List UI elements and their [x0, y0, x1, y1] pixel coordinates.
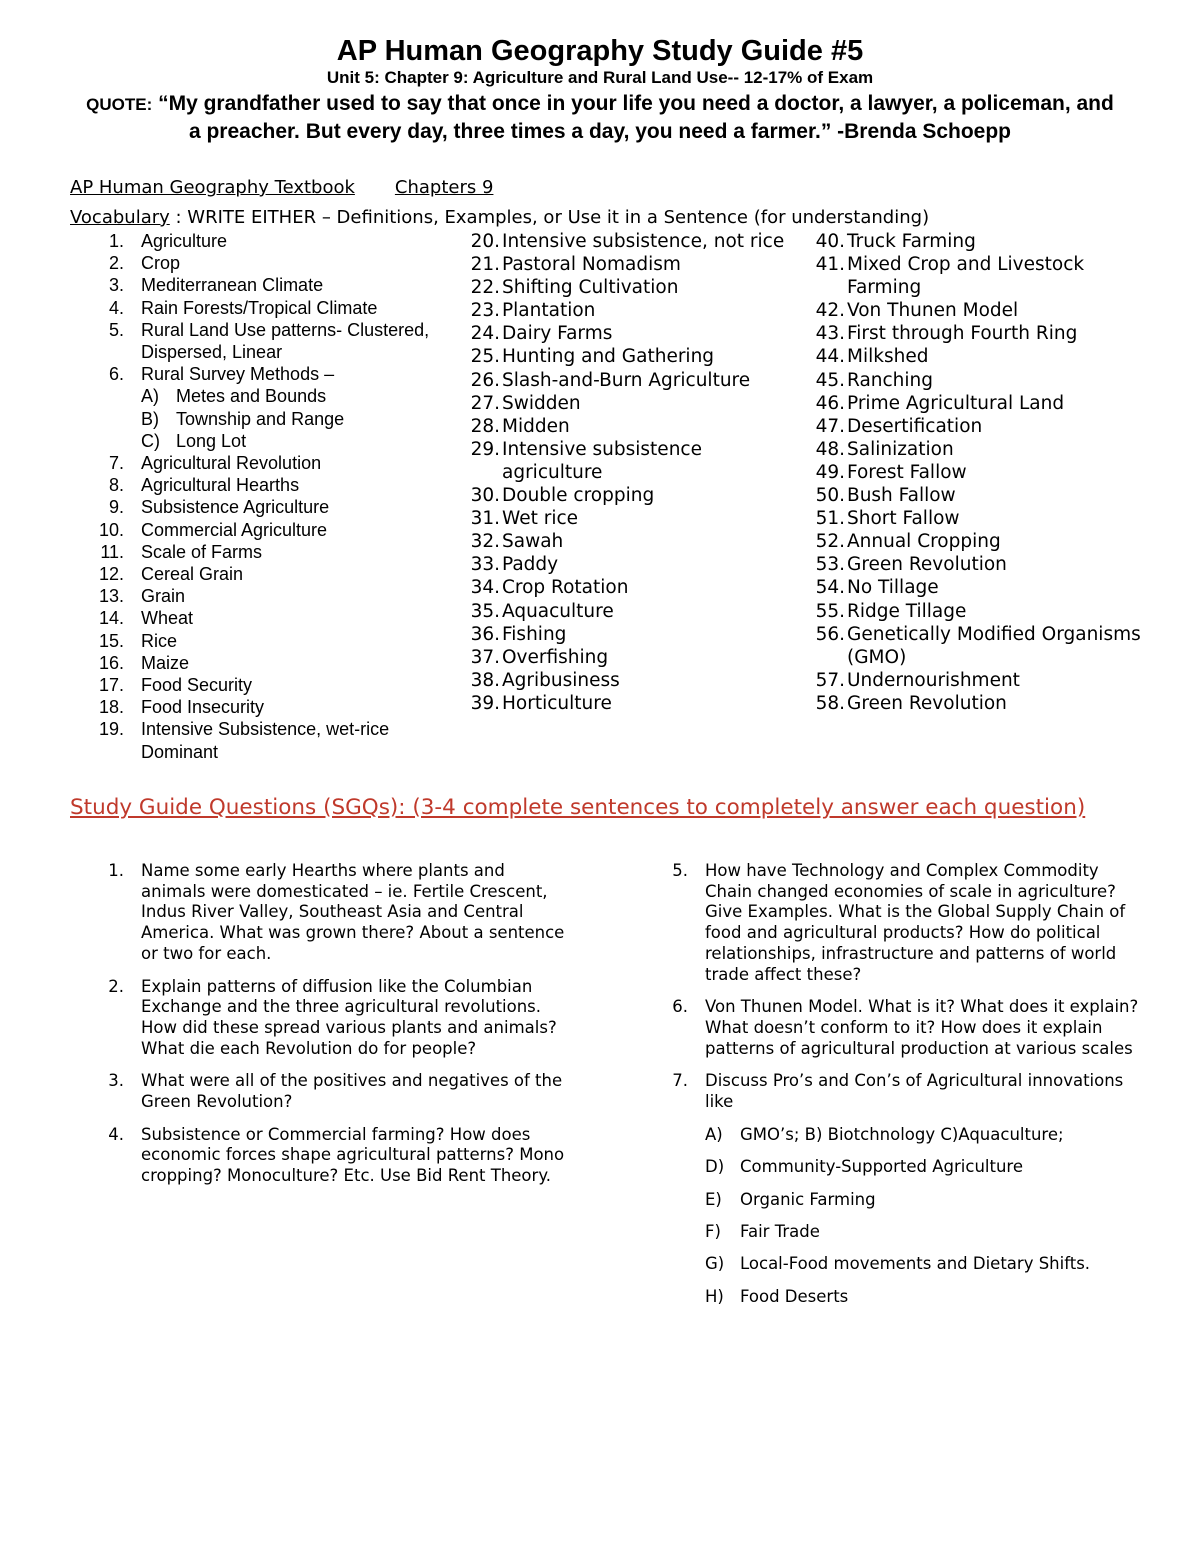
item-number: 58. [815, 692, 845, 714]
item-number: 3. [108, 1071, 124, 1091]
item-number: 4. [108, 1124, 124, 1144]
item-text: Desertification [847, 415, 983, 437]
item-number: 38. [470, 669, 500, 691]
item-number: 45. [815, 369, 845, 391]
item-text: Von Thunen Model [847, 300, 1019, 322]
item-number: F) [705, 1221, 721, 1241]
item-number: 25. [470, 346, 500, 368]
list-item [811, 299, 1151, 322]
item-text: Crop [141, 253, 181, 274]
item-text: Hunting and Gathering [502, 346, 715, 368]
list-item [811, 461, 1151, 484]
item-number: 22. [470, 277, 500, 299]
list-item [466, 530, 786, 553]
list-item [70, 607, 440, 629]
item-number: 36. [470, 623, 500, 645]
list-item [811, 600, 1151, 623]
item-text: Rural Survey Methods – [141, 364, 335, 385]
item-text: Organic Farming [740, 1189, 876, 1209]
item-number: 40. [815, 231, 845, 252]
item-text: Wet rice [502, 508, 579, 530]
list-item [466, 392, 786, 415]
list-item [634, 1190, 1144, 1211]
item-text: Fair Trade [740, 1221, 820, 1241]
vocabulary-column-1 [70, 230, 440, 763]
list-item [70, 861, 570, 965]
item-number: 13. [98, 586, 124, 607]
item-number: 17. [98, 675, 124, 696]
item-text: Discuss Pro’s and Con’s of Agricultural innovations like [705, 1071, 1124, 1112]
item-text: First through Fourth Ring [847, 323, 1078, 345]
item-text: Long Lot [176, 430, 247, 451]
item-text: Forest Fallow [847, 461, 967, 483]
list-item [811, 669, 1151, 692]
item-number: C) [141, 430, 160, 451]
item-number: 32. [470, 531, 500, 553]
item-text: Green Revolution [847, 554, 1007, 576]
item-text: Intensive Subsistence, wet-rice Dominant [141, 719, 390, 762]
list-item [466, 600, 786, 623]
item-text: Bush Fallow [847, 485, 956, 507]
item-number: 1. [108, 861, 124, 880]
item-text: No Tillage [847, 577, 939, 599]
list-item [811, 692, 1151, 715]
list-item [466, 345, 786, 368]
list-item [811, 576, 1151, 599]
item-number: 29. [470, 438, 500, 460]
list-item [70, 297, 440, 319]
list-item [466, 623, 786, 646]
list-item [811, 507, 1151, 530]
item-number: 11. [100, 541, 124, 562]
item-text: Genetically Modified Organisms (GMO) [847, 623, 1141, 668]
item-number: 5. [108, 319, 124, 340]
item-text: Agribusiness [502, 669, 620, 691]
list-item [466, 553, 786, 576]
list-item [70, 230, 440, 252]
item-number: 46. [815, 392, 845, 414]
item-text: Commercial Agriculture [141, 519, 328, 540]
list-item [466, 438, 786, 484]
item-number: B) [141, 408, 159, 429]
item-text: Overfishing [502, 646, 609, 668]
item-text: Metes and Bounds [176, 386, 327, 407]
item-text: Fishing [502, 623, 567, 645]
vocabulary-column-2 [466, 230, 786, 715]
item-number: 1. [108, 231, 124, 251]
item-text: Explain patterns of diffusion like the Columbian Exchange and the three agricultural revolutions. How did these spread various plants and animals? What die each Revolution do for people? [141, 976, 557, 1058]
document-title: AP Human Geography Study Guide #5 [336, 35, 864, 67]
textbook-label: AP Human Geography Textbook [70, 177, 355, 198]
item-text: Shifting Cultivation [502, 277, 679, 299]
list-item [466, 646, 786, 669]
list-item [70, 674, 440, 696]
item-text: Ranching [847, 369, 934, 391]
item-text: Sawah [502, 531, 564, 553]
item-text: Von Thunen Model. What is it? What does it explain? What doesn’t conform to it? How does it explain patterns of agricultural production at various scales [705, 997, 1139, 1058]
item-number: 57. [815, 669, 845, 691]
list-item [466, 322, 786, 345]
list-item [466, 299, 786, 322]
item-number: 14. [98, 608, 124, 629]
vocabulary-label: Vocabulary [70, 207, 170, 228]
item-text: Food Insecurity [141, 697, 265, 718]
item-text: Undernourishment [847, 669, 1020, 691]
item-text: Agricultural Revolution [141, 453, 322, 474]
list-item [811, 623, 1151, 669]
item-number: 15. [98, 630, 124, 651]
item-number: E) [705, 1189, 722, 1209]
item-number: 51. [815, 508, 845, 530]
item-number: 7. [108, 453, 124, 474]
item-text: Mixed Crop and Livestock Farming [847, 254, 1085, 299]
item-number: 19. [98, 719, 124, 740]
item-text: Prime Agricultural Land [847, 392, 1065, 414]
list-item [70, 1071, 570, 1112]
sgq-questions-right [634, 861, 1144, 1319]
item-text: Community-Supported Agriculture [740, 1157, 1023, 1177]
list-item [70, 1125, 570, 1187]
item-number: G) [705, 1254, 725, 1274]
item-number: 9. [108, 497, 124, 518]
item-text: Double cropping [502, 485, 655, 507]
item-text: Salinization [847, 438, 954, 460]
item-number: 42. [815, 300, 845, 322]
item-number: 37. [470, 646, 500, 668]
list-item [811, 322, 1151, 345]
item-text: Food Deserts [740, 1286, 849, 1306]
item-text: Annual Cropping [847, 531, 1001, 553]
item-number: 18. [98, 697, 124, 718]
item-number: 23. [470, 300, 500, 322]
list-item [70, 408, 440, 430]
list-item [811, 345, 1151, 368]
item-number: 31. [470, 508, 500, 530]
item-text: Paddy [502, 554, 559, 576]
item-text: Midden [502, 415, 570, 437]
list-item [811, 253, 1151, 299]
unit-subtitle: Unit 5: Chapter 9: Agriculture and Rural Land Use-- 12-17% of Exam [326, 68, 874, 87]
item-number: 55. [815, 600, 845, 622]
item-number: 35. [470, 600, 500, 622]
list-item [634, 1222, 1144, 1243]
item-number: 7. [672, 1071, 688, 1091]
item-number: 44. [815, 346, 845, 368]
list-item [811, 415, 1151, 438]
list-item [70, 274, 440, 296]
item-text: GMO’s; B) Biotchnology C)Aquaculture; [740, 1124, 1064, 1144]
item-text: Agricultural Hearths [141, 475, 300, 496]
list-item [70, 652, 440, 674]
list-item [811, 438, 1151, 461]
quote-text: “My grandfather used to say that once in your life you need a doctor, a lawyer, a policeman, and a preacher. But every day, three times a day, you need a farmer.” -Brenda Schoepp [158, 92, 1114, 143]
list-item [634, 1125, 1144, 1146]
item-text: What were all of the positives and negatives of the Green Revolution? [141, 1071, 563, 1112]
item-number: 41. [815, 254, 845, 276]
list-item [634, 1254, 1144, 1275]
item-text: Name some early Hearths where plants and animals were domesticated – ie. Fertile Crescent, Indus River Valley, Southeast Asia and Central America. What was grown there? About a sentence or two for each. [141, 861, 565, 963]
item-text: Ridge Tillage [847, 600, 967, 622]
item-text: Grain [141, 586, 186, 607]
list-item [70, 630, 440, 652]
list-item [70, 319, 440, 363]
item-number: 2. [108, 976, 124, 996]
list-item [634, 861, 1144, 985]
item-number: A) [705, 1124, 723, 1144]
list-item [70, 718, 440, 762]
list-item [466, 230, 786, 253]
sgq-questions-left [70, 861, 570, 1199]
item-text: Green Revolution [847, 692, 1007, 714]
list-item [811, 392, 1151, 415]
item-text: Intensive subsistence agriculture [502, 438, 702, 483]
list-item [811, 484, 1151, 507]
list-item [70, 430, 440, 452]
item-text: Rural Land Use patterns- Clustered, Dispersed, Linear [141, 319, 430, 363]
list-item [70, 452, 440, 474]
item-text: Dairy Farms [502, 323, 613, 345]
list-item [70, 363, 440, 385]
item-text: Agriculture [141, 231, 228, 251]
item-number: 12. [98, 564, 124, 585]
list-item [811, 553, 1151, 576]
item-number: 48. [815, 438, 845, 460]
item-text: Mediterranean Climate [141, 275, 324, 296]
list-item [70, 474, 440, 496]
item-number: 8. [108, 475, 124, 496]
item-number: 21. [470, 254, 500, 276]
list-item [811, 230, 1151, 253]
item-number: 27. [470, 392, 500, 414]
list-item [466, 369, 786, 392]
textbook-chapters: Chapters 9 [394, 177, 494, 198]
item-number: H) [705, 1286, 724, 1306]
item-text: Milkshed [847, 346, 929, 368]
item-number: 47. [815, 415, 845, 437]
list-item [466, 507, 786, 530]
list-item [634, 1071, 1144, 1112]
item-number: 56. [815, 623, 845, 645]
item-text: Township and Range [176, 408, 345, 429]
item-number: 33. [470, 554, 500, 576]
list-item [70, 696, 440, 718]
item-number: 50. [815, 485, 845, 507]
item-number: 10. [98, 519, 124, 540]
list-item [466, 692, 786, 715]
list-item [811, 530, 1151, 553]
list-item [70, 519, 440, 541]
item-text: Wheat [141, 608, 194, 629]
list-item [634, 997, 1144, 1059]
item-number: 30. [470, 485, 500, 507]
item-text: Crop Rotation [502, 577, 629, 599]
item-text: Aquaculture [502, 600, 614, 622]
sgq-heading: Study Guide Questions (SGQs): (3-4 complete sentences to completely answer each question) [70, 795, 1086, 820]
item-number: 24. [470, 323, 500, 345]
list-item [466, 484, 786, 507]
list-item [466, 669, 786, 692]
item-text: Plantation [502, 300, 596, 322]
list-item [466, 276, 786, 299]
item-number: 49. [815, 461, 845, 483]
item-number: 3. [108, 275, 124, 296]
item-text: Pastoral Nomadism [502, 254, 681, 276]
item-text: Horticulture [502, 692, 612, 714]
item-text: Slash-and-Burn Agriculture [502, 369, 751, 391]
list-item [70, 252, 440, 274]
item-number: 53. [815, 554, 845, 576]
list-item [466, 253, 786, 276]
list-item [466, 576, 786, 599]
list-item [70, 541, 440, 563]
item-text: Rain Forests/Tropical Climate [141, 297, 378, 318]
item-number: 52. [815, 531, 845, 553]
item-number: 4. [108, 297, 124, 318]
list-item [634, 1157, 1144, 1178]
item-number: 54. [815, 577, 845, 599]
item-number: 2. [108, 253, 124, 274]
item-text: Truck Farming [847, 231, 976, 252]
quote-label: QUOTE: [86, 95, 153, 114]
item-number: 43. [815, 323, 845, 345]
item-text: Maize [141, 652, 190, 673]
item-number: 5. [672, 861, 688, 880]
item-number: 28. [470, 415, 500, 437]
item-number: D) [705, 1157, 725, 1177]
item-text: Scale of Farms [141, 541, 263, 562]
item-text: Cereal Grain [141, 564, 244, 585]
item-text: Intensive subsistence, not rice [502, 231, 785, 252]
item-text: Local-Food movements and Dietary Shifts. [740, 1254, 1091, 1274]
item-number: 6. [108, 364, 124, 385]
quote-block [80, 91, 1120, 145]
item-number: A) [141, 386, 159, 407]
item-number: 39. [470, 692, 500, 714]
list-item [70, 385, 440, 407]
list-item [70, 585, 440, 607]
item-text: Swidden [502, 392, 581, 414]
item-text: Subsistence or Commercial farming? How does economic forces shape agricultural patterns? Mono cropping? Monoculture? Etc. Use Bid Rent Theory. [141, 1124, 565, 1186]
list-item [634, 1287, 1144, 1308]
vocabulary-instruction [70, 206, 929, 230]
item-number: 6. [672, 997, 688, 1017]
list-item [811, 369, 1151, 392]
item-text: Short Fallow [847, 508, 960, 530]
item-text: Rice [141, 630, 178, 651]
vocabulary-column-3 [811, 230, 1151, 715]
item-number: 16. [98, 652, 124, 673]
list-item [70, 563, 440, 585]
item-text: How have Technology and Complex Commodity Chain changed economies of scale in agriculture? Give Examples. What is the Global Supply Chain of food and agricultural products? How do political relationships, infrastructure and patterns of world trade affect these? [705, 861, 1126, 984]
list-item [70, 496, 440, 518]
item-number: 34. [470, 577, 500, 599]
item-text: Food Security [141, 675, 253, 696]
vocabulary-instruction-text: : WRITE EITHER – Definitions, Examples, or Use it in a Sentence (for understanding) [175, 207, 930, 228]
item-text: Subsistence Agriculture [141, 497, 330, 518]
item-number: 20. [470, 231, 500, 252]
textbook-reference [70, 176, 493, 200]
item-number: 26. [470, 369, 500, 391]
list-item [466, 415, 786, 438]
list-item [70, 977, 570, 1060]
